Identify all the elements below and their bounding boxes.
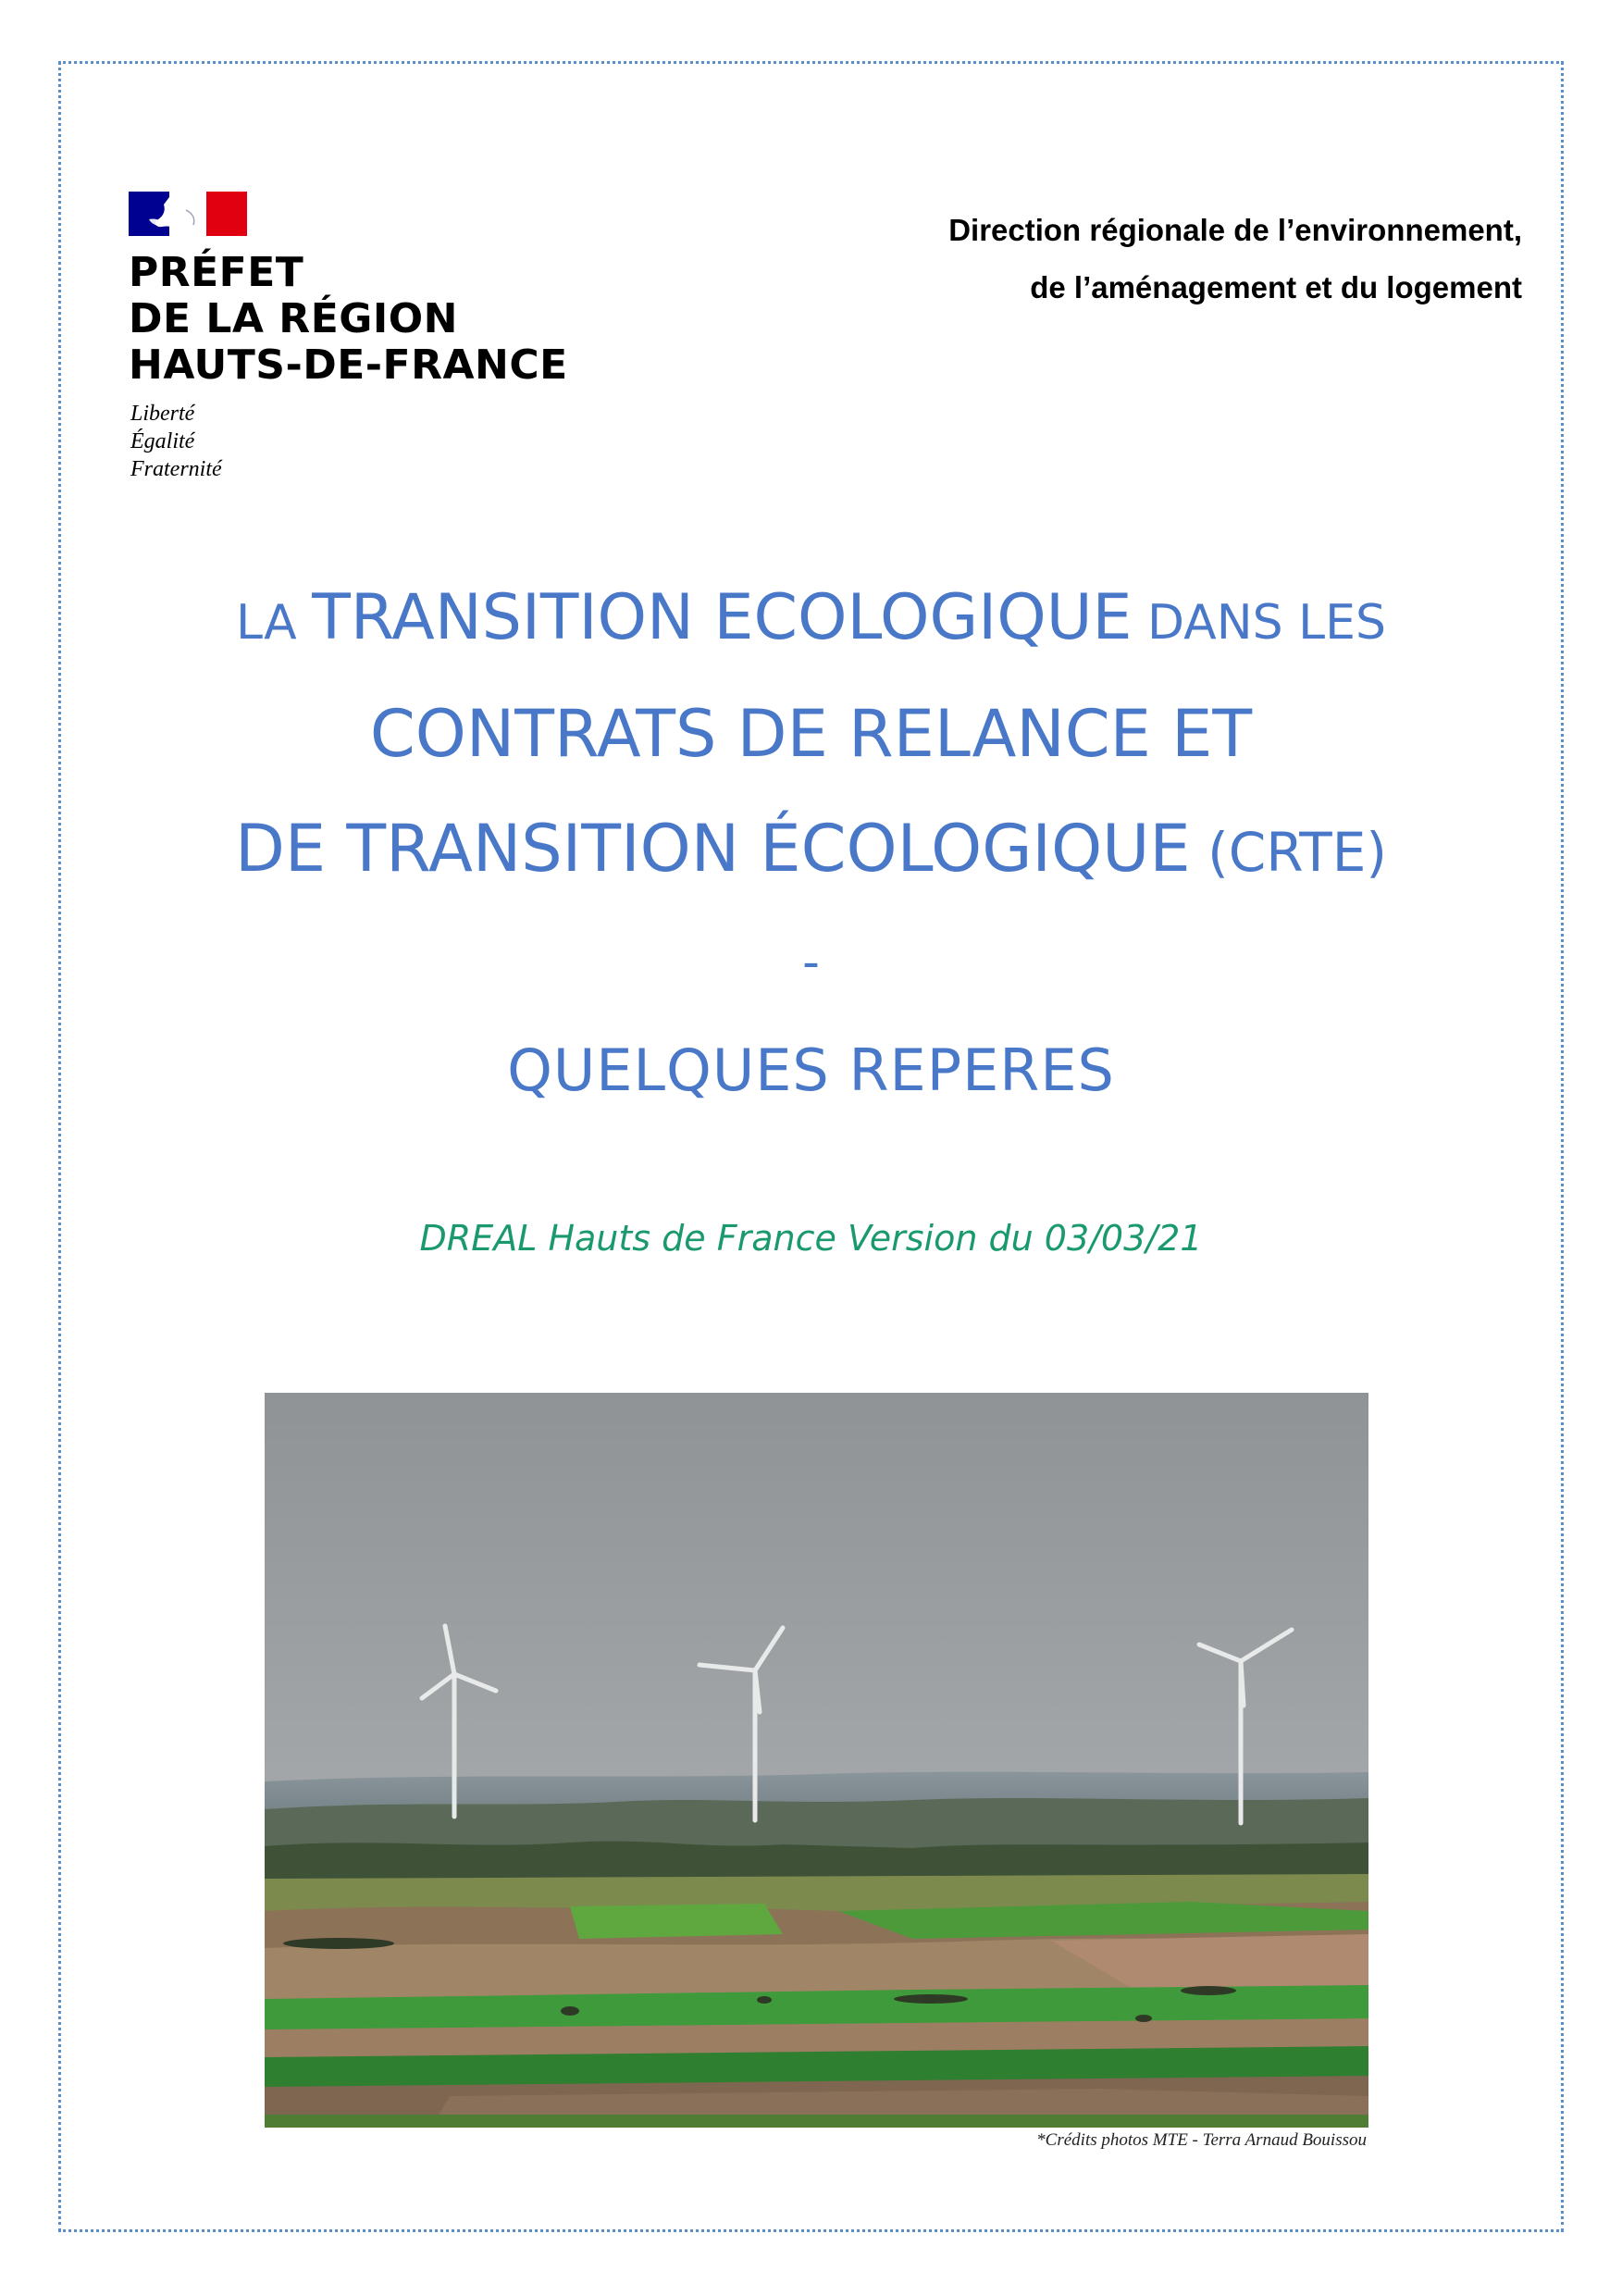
title-separator: -	[802, 935, 820, 990]
motto-line: Liberté	[130, 402, 195, 426]
title-emphasis: TRANSITION ECOLOGIQUE	[312, 581, 1133, 654]
republic-motto	[130, 400, 222, 483]
dreal-header	[948, 202, 1522, 316]
dreal-header-line: Direction régionale de l’environnement,	[948, 213, 1522, 247]
title-main: DE TRANSITION ÉCOLOGIQUE	[235, 811, 1191, 887]
prefet-title-line: PRÉFET	[129, 249, 304, 296]
title-acronym: (CRTE)	[1190, 821, 1387, 884]
marianne-logo-icon	[129, 192, 247, 236]
prefet-title-line: HAUTS-DE-FRANCE	[129, 341, 568, 389]
wind-farm-photo	[265, 1393, 1368, 2128]
title-line-2: CONTRATS DE RELANCE ET	[369, 696, 1253, 772]
title-line-4: QUELQUES REPERES	[507, 1036, 1115, 1104]
title-prefix: LA	[236, 595, 313, 651]
version-subtitle: DREAL Hauts de France Version du 03/03/21	[419, 1218, 1203, 1259]
title-line-1	[58, 581, 1564, 660]
prefet-title-line: DE LA RÉGION	[129, 295, 458, 342]
photo-credits: *Crédits photos MTE - Terra Arnaud Bouissou	[1036, 2130, 1367, 2150]
dreal-header-line: de l’aménagement et du logement	[1030, 270, 1522, 304]
motto-line: Fraternité	[130, 457, 222, 481]
prefet-title	[129, 250, 568, 389]
title-line-3	[58, 807, 1564, 894]
motto-line: Égalité	[130, 429, 195, 453]
title-suffix: DANS LES	[1132, 595, 1386, 651]
